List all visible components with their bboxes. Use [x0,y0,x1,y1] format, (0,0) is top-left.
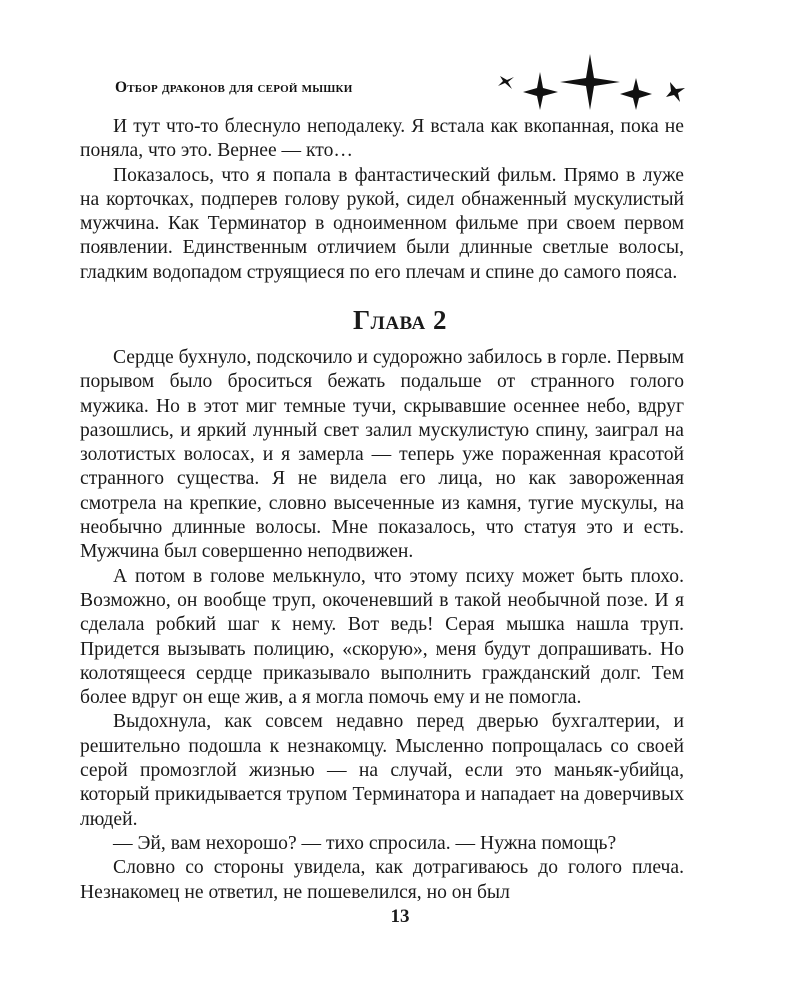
text-block-main [80,346,684,905]
text-block-top [80,115,684,285]
paragraph: Выдохнула, как совсем недавно перед дверью бухгалтерии, и решительно подошла к незнакомцу. Мысленно попрощалась со своей серой промозглой жизнью — на случай, если это маньяк-убийца, который прикидывается трупом Терминатора и нападает на доверчивых людей. [80,711,684,830]
paragraph: — Эй, вам нехорошо? — тихо спросила. — Нужна помощь? [113,832,617,854]
stars-ornament-icon [490,52,690,112]
page-number: 13 [390,906,410,927]
paragraph: Словно со стороны увидела, как дотрагиваюсь до голого плеча. Незнакомец не ответил, не пошевелился, но он был [80,857,684,903]
running-head: Отбор драконов для серой мышки [115,79,353,96]
paragraph: И тут что-то блеснуло неподалеку. Я встала как вкопанная, пока не поняла, что это. Вернее — кто… [80,116,684,162]
paragraph: Сердце бухнуло, подскочило и судорожно забилось в горле. Первым порывом было броситься бежать подальше от странного голого мужика. Но в этот миг темные тучи, скрывавшие осеннее небо, вдруг разошлись, и яркий лунный свет залил мускулистую спину, заиграл на золотистых волосах, и я замерла — теперь уже пораженная красотой странного существа. Я не видела его лица, но как завороженная смотрела на крепкие, словно высеченные из камня, тугие мускулы, на необычно длинные волосы. Мне показалось, что статуя это и есть. Мужчина был совершенно неподвижен. [80,347,684,563]
chapter-title: Глава 2 [352,305,447,335]
paragraph: А потом в голове мелькнуло, что этому психу может быть плохо. Возможно, он вообще труп, окоченевший в такой необычной позе. И я сделала робкий шаг к нему. Вот ведь! Серая мышка нашла труп. Придется вызывать полицию, «скорую», меня будут допрашивать. Но колотящееся сердце приказывало выполнить гражданский долг. Тем более вдруг он еще жив, а я могла помочь ему и не помогла. [80,565,684,709]
paragraph: Показалось, что я попала в фантастический фильм. Прямо в луже на корточках, подперев голову рукой, сидел обнаженный мускулистый мужчина. Как Терминатор в одноименном фильме при своем первом появлении. Единственным отличием были длинные светлые волосы, гладким водопадом струящиеся по его плечам и спине до самого пояса. [80,164,684,283]
